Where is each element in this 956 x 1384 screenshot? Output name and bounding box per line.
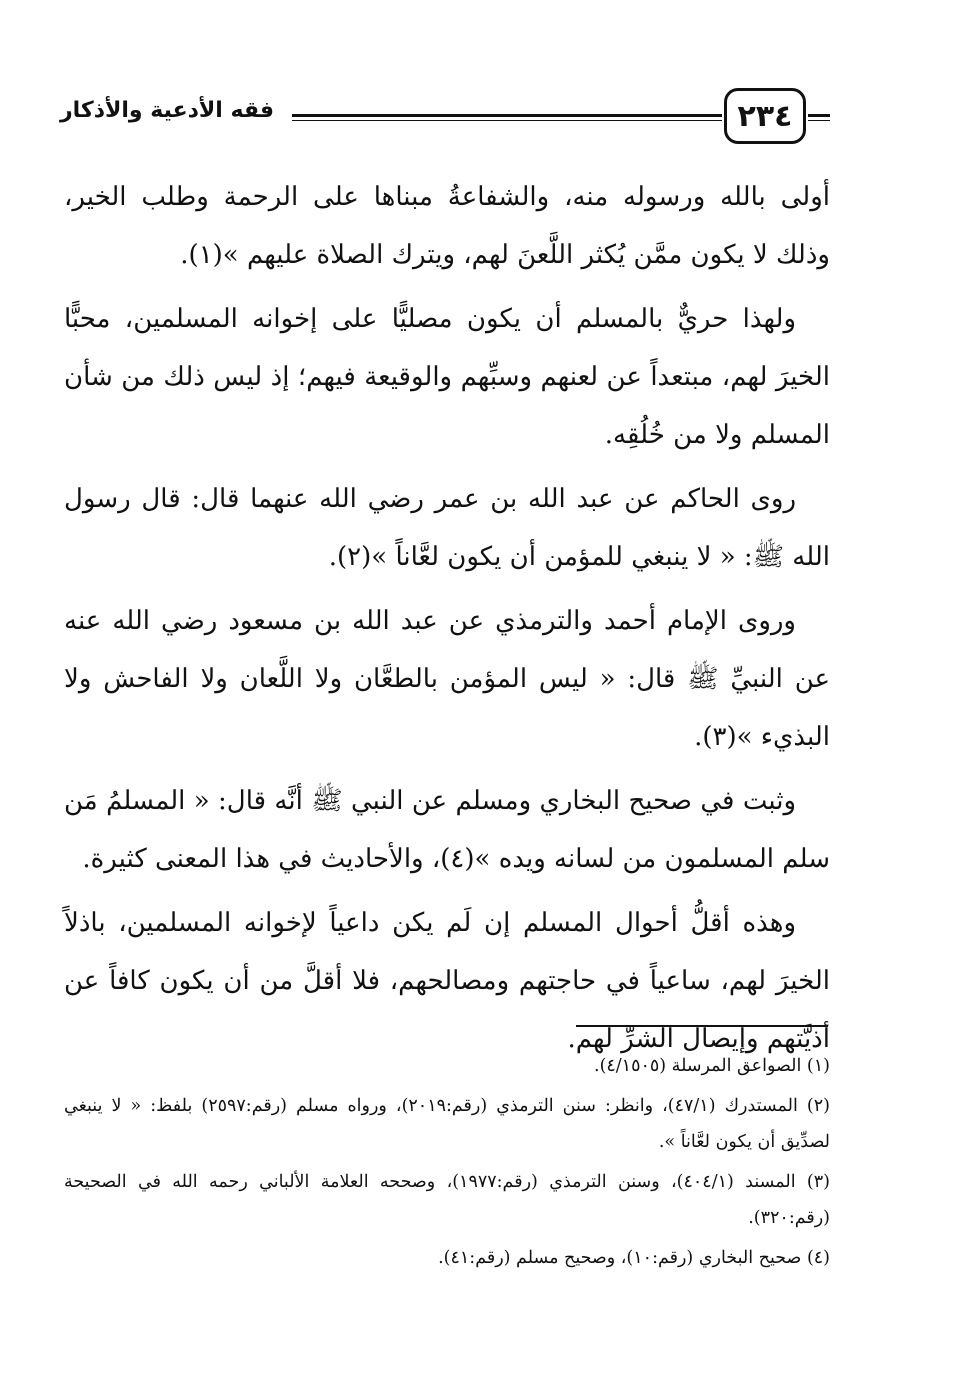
footnote-4: (٤) صحيح البخاري (رقم:١٠)، وصحيح مسلم (رقم:٤١). [438,1248,830,1268]
paragraph-1: أولى بالله ورسوله منه، والشفاعةُ مبناها على الرحمة وطلب الخير، وذلك لا يكون ممَّن يُكثر اللَّعنَ لهم، ويترك الصلاة عليهم »(١). [64,182,830,270]
page-number: ٢٣٤ [724,88,806,144]
running-title: فقه الأدعية والأذكار [60,98,275,123]
footnotes [64,1048,830,1280]
footnote-1: (١) الصواعق المرسلة (٤/١٥٠٥). [594,1056,830,1076]
paragraph-3: روى الحاكم عن عبد الله بن عمر رضي الله عنهما قال: قال رسول الله ﷺ: « لا ينبغي للمؤمن أن يكون لعَّاناً »(٢). [64,484,830,572]
paragraph-6: وهذه أقلُّ أحوال المسلم إن لَم يكن داعياً لإخوانه المسلمين، باذلاً الخيرَ لهم، ساعياً في حاجتهم ومصالحهم، فلا أقلَّ من أن يكون كافاً عن أذيَّتهم وإيصال الشرِّ لهم. [64,908,830,1054]
header-rule-left [292,114,722,117]
paragraph-4: وروى الإمام أحمد والترمذي عن عبد الله بن مسعود رضي الله عنه عن النبيِّ ﷺ قال: « ليس المؤمن بالطعَّان ولا اللَّعان ولا الفاحش ولا البذيء »(٣). [64,606,830,752]
main-text [64,168,830,1074]
paragraph-5: وثبت في صحيح البخاري ومسلم عن النبي ﷺ أنَّه قال: « المسلمُ مَن سلم المسلمون من لسانه ويده »(٤)، والأحاديث في هذا المعنى كثيرة. [64,786,830,874]
paragraph-2: ولهذا حريٌّ بالمسلم أن يكون مصليًّا على إخوانه المسلمين، محبًّا الخيرَ لهم، مبتعداً عن لعنهم وسبِّهم والوقيعة فيهم؛ إذ ليس ذلك من شأن المسلم ولا من خُلُقِه. [64,304,830,450]
page-header [60,88,830,148]
footnote-2: (٢) المستدرك (٤٧/١)، وانظر: سنن الترمذي (رقم:٢٠١٩)، ورواه مسلم (رقم:٢٥٩٧) بلفظ: « لا ينبغي لصدِّيق أن يكون لعَّاناً ». [64,1096,830,1152]
footnote-separator [576,1025,828,1027]
footnote-3: (٣) المسند (٤٠٤/١)، وسنن الترمذي (رقم:١٩٧٧)، وصححه العلامة الألباني رحمه الله في الصحيحة (رقم:٣٢٠). [64,1172,830,1228]
header-rule-right [808,114,830,117]
